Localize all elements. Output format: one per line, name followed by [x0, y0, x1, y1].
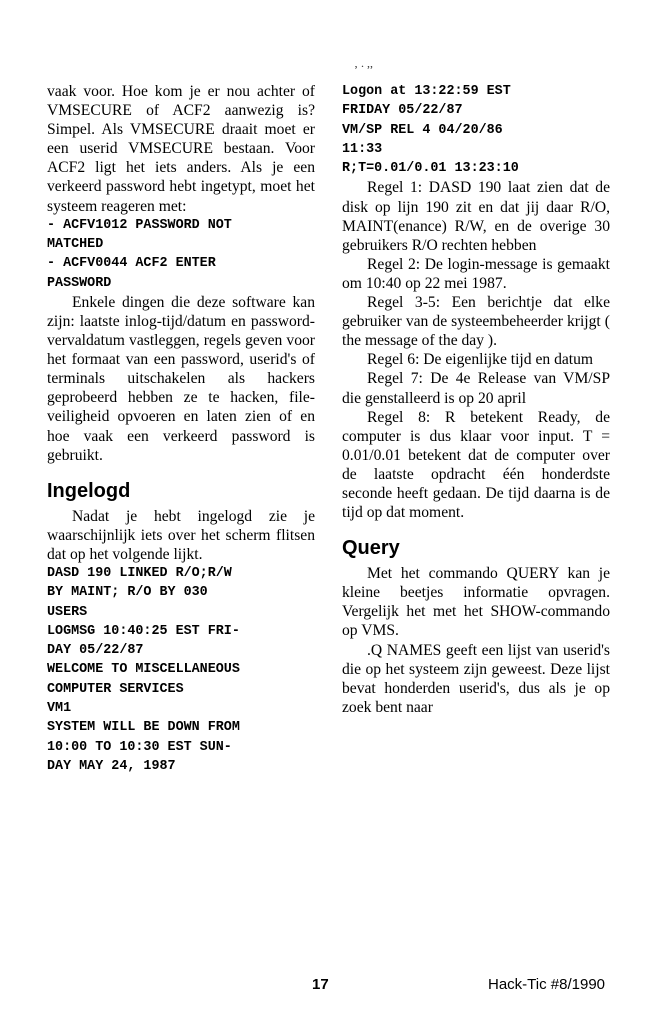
code-block: DASD 190 LINKED R/O;R/W BY MAINT; R/O BY 030 USERS LOGMSG 10:40:25 EST FRI- DAY 05/22/87 WELCOME TO MISCELLANEOUS COMPUTER SERVICES VM1 SYSTEM WILL BE DOWN FROM 10:00 TO 10:30 EST SUN- DAY MAY 24, 1987	[47, 565, 240, 774]
paragraph: vaak voor. Hoe kom je er nou achter of VMSECURE of ACF2 aanwezig is? Simpel. Als VMSECURE draait moet er een userid VMSECURE bestaan. Voor ACF2 ligt het iets anders. Als je een verkeerd password hebt ingetypt, moet het systeem reageren met:	[47, 83, 315, 215]
right-column	[342, 82, 610, 717]
paragraph: Regel 3-5: Een berichtje dat elke gebruiker van de systeembeheerder krijgt ( the message of the day ).	[342, 294, 610, 350]
paragraph: Nadat je hebt ingelogd zie je waarschijnlijk iets over het scherm flitsen dat op het volgende lijkt.	[47, 507, 315, 563]
page-number: 17	[312, 976, 329, 993]
publication-title: Hack-Tic #8/1990	[488, 976, 605, 993]
scan-specks: ‚ . ,,	[354, 56, 373, 70]
paragraph: Met het commando QUERY kan je kleine beetjes informatie opvragen. Vergelijk het met het SHOW-commando op VMS.	[342, 565, 610, 640]
paragraph: Regel 2: De login-message is gemaakt om 10:40 op 22 mei 1987.	[342, 255, 610, 292]
code-block: - ACFV1012 PASSWORD NOT MATCHED - ACFV0044 ACF2 ENTER PASSWORD	[47, 217, 232, 291]
paragraph: Enkele dingen die deze software kan zijn: laatste inlog-tijd/datum en password-vervaldatum vastleggen, regels geven voor het formaat van een password, userid's of terminals uitschakelen als hackers geprobeerd hebben ze te hacken, file-veiligheid opvoeren en laten zien of en hoe vaak een verkeerd password is gebruikt.	[47, 293, 315, 464]
section-heading: Query	[342, 537, 400, 560]
paragraph: Regel 6: De eigenlijke tijd en datum	[367, 351, 594, 369]
paragraph: Regel 7: De 4e Release van VM/SP die genstalleerd is op 20 april	[342, 370, 610, 407]
left-column	[47, 82, 315, 776]
paragraph: .Q NAMES geeft een lijst van userid's die op het systeem zijn geweest. Deze lijst bevat honderden userid's, dus als je op zoek bent naar	[342, 641, 610, 716]
code-block: Logon at 13:22:59 EST FRIDAY 05/22/87 VM/SP REL 4 04/20/86 11:33 R;T=0.01/0.01 13:23:10	[342, 84, 519, 177]
paragraph: Regel 8: R betekent Ready, de computer is dus klaar voor input. T = 0.01/0.01 betekent dat de computer over de laatste opdracht één honderdste seconde heeft gedaan. De tijd daarna is de tijd op dat moment.	[342, 408, 610, 522]
paragraph: Regel 1: DASD 190 laat zien dat de disk op lijn 190 zit en dat jij daar R/O, MAINT(enance) R/W, en de overige 30 gebruikers R/O rechten hebben	[342, 179, 610, 254]
section-heading: Ingelogd	[47, 479, 131, 502]
